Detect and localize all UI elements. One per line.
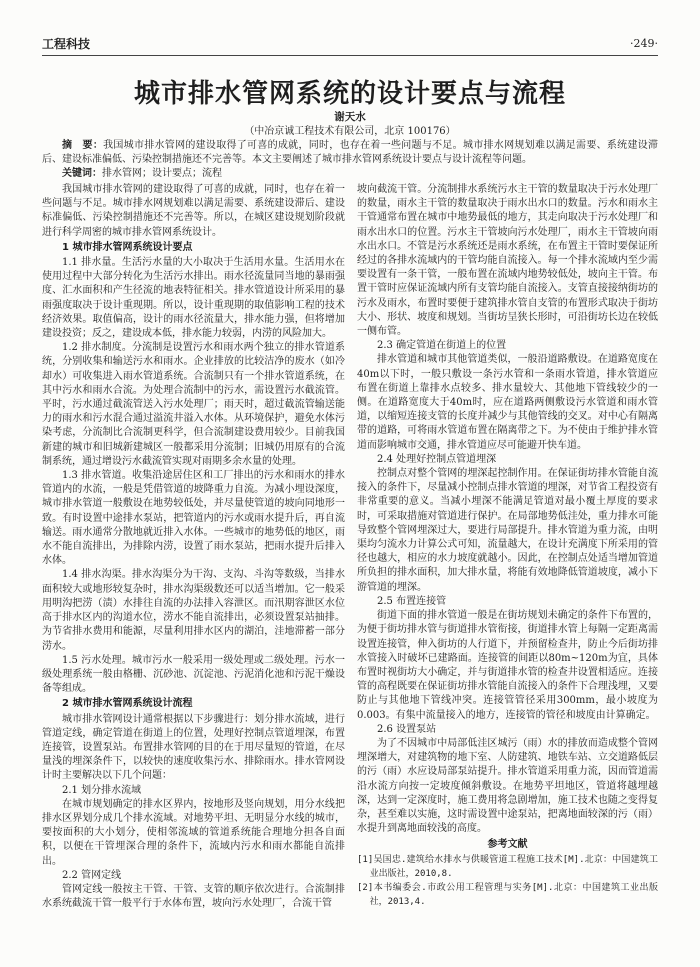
intro-paragraph: 我国城市排水管网的建设取得了可喜的成就，同时，也存在着一些问题与不足。城市排水网规划难以满足需要、系统建设滞后、建设标准偏低、污染控制措施还不完善等。所以，在城区建设规划阶段就进行科学周密的城市排水管网系统设计。 [42,184,345,238]
abstract-text: 我国城市排水管网的建设取得了可喜的成就，同时，也存在着一些问题与不足。城市排水网规划难以满足需要、系统建设滞后、建设标准偏低、污染控制措施还不完善等。本文主要阐述了城市排水管网系统设计要点与设计流程等问题。 [42,140,659,165]
reference-item: [1]吴国忠.建筑给水排水与供暖管道工程施工技术[M].北京：中国建筑工业出版社，2010,8. [357,854,658,879]
author-affiliation: （中冶京诚工程技术有限公司，北京 100176） [244,126,456,137]
body-left-column [42,183,345,911]
subsection-heading: 2.1 划分排水流域 [62,784,142,796]
section-heading: 1 城市排水管网系统设计要点 [62,241,193,253]
header-rule [42,55,658,56]
keywords-label: 关键词： [62,168,102,179]
body-right-column [357,183,658,909]
paragraph: 街道下面的排水管道一般是在街坊规划未确定的条件下布置的，为便于街坊排水管与街道排水管衔接，街道排水管上每隔一定距离需设置连接管，伸入街坊的人行道下，并预留检查井，防止今后街坊排水管接入时破坏已建路面。连接管的间距以80m~120m为宜，具体布置时视街坊大小确定，并与街道排水管的检查井设置相适应。连接管的高程既要在保证街坊排水管能自流接入的条件下合理浅埋，又要防止与其他地下管线冲突。连接管管径采用300mm，最小坡度为0.003。有集中流量接入的地方，连接管的管径和坡度由计算确定。 [357,610,658,721]
references-heading: 参考文献 [487,839,528,851]
reference-item: [2]本书编委会.市政公用工程管理与实务[M].北京：中国建筑工业出版社，2013,4. [357,882,658,907]
section-intro-paragraph: 城市排水管网设计通常根据以下步骤进行：划分排水流域，进行管道定线，确定管道在街道上的位置，处理好控制点管道埋深，布置连接管，设置泵站。布置排水管网的目的在于用尽量短的管道，在尽量浅的埋深条件下，以较快的速度收集污水、排除雨水。排水管网设计时主要解决以下几个问题： [42,713,345,782]
keywords [42,167,658,181]
paragraph: 在城市规划确定的排水区界内，按地形及竖向规划，用分水线把排水区界划分成几个排水流域。对地势平坦、无明显分水线的城市，要按面积的大小划分，使相邻流域的管道系统能合理地分担各自面积，以便在干管埋深合理的条件下，流域内污水和雨水都能自流排出。 [42,798,345,867]
paragraph: 管网定线一般按主干管、干管、支管的顺序依次进行。合流制排水系统截流干管一般平行于水体布置，坡向污水处理厂，合流干管 [42,883,345,910]
subsection-heading: 2.5 布置连接管 [377,595,447,607]
paragraph [42,654,345,697]
paragraph [42,469,345,568]
author-name: 谢天水 [334,111,366,123]
paragraph-label: 1.5 污水处理。 [62,654,132,666]
paragraph: 排水管道和城市其他管道类似，一般沿道路敷设。在道路宽度在40m以下时，一般只敷设一条污水管和一条雨水管道，排水管道应布置在街道上靠排水点较多、排水量较大、其他地下管线较少的一侧。在道路宽度大于40m时，应在道路两侧敷设污水管道和雨水管道，以缩短连接支管的长度并减少与其他管线的交叉。对中心有隔离带的道路，可将雨水管道布置在隔离带之下。为不使由于维护排水管道而影响城市交通，排水管道应尽可能避开快车道。 [357,354,658,451]
keywords-text: 排水管网；设计要点；流程 [102,168,222,179]
paragraph-label: 1.2 排水制度。 [62,342,132,354]
section-heading: 2 城市排水管网系统设计流程 [62,698,193,710]
paragraph [42,341,345,469]
subsection-heading: 2.3 确定管道在街道上的位置 [377,340,507,352]
abstract [42,139,658,167]
subsection-heading: 2.2 管网定线 [62,869,122,881]
abstract-label: 摘 要： [62,140,104,151]
paragraph [42,568,345,653]
paragraph: 控制点对整个管网的埋深起控制作用。在保证街坊排水管能自流接入的条件下，尽量减小控制点排水管道的埋深，对节省工程投资有非常重要的意义。当减小埋深不能满足管道对最小覆土厚度的要求时，可采取措施对管道进行保护。在局部地势低洼处，重力排水可能导致整个管网埋深过大，要进行局部提升。排水管道为重力流，由明渠均匀流水力计算公式可知，流量越大，在设计充满度下所采用的管径也越大，相应的水力坡度就越小。因此，在控制点处适当增加管道所负担的排水面积，加大排水量，将能有效地降低管道坡度，减小下游管道的埋深。 [357,468,658,593]
paragraph-label: 1.3 排水管道。 [62,470,132,482]
paragraph: 为了不因城市中局部低洼区城污（雨）水的排放而造成整个管网埋深增大，对建筑物的地下室、人防建筑、地铁车站、立交道路低层的污（雨）水应设局部泵站提升。排水管道采用重力流，因而管道需沿水流方向按一定坡度倾斜敷设。在地势平坦地区，管道将越埋越深，达到一定深度时，施工费用将急剧增加，施工技术也随之变得复杂，甚至难以实施，这时需设置中途泵站，把离地面较深的污（雨）水提升到离地面较浅的高度。 [357,737,658,835]
subsection-heading: 2.4 处理好控制点管道埋深 [377,453,497,465]
paragraph-text: 城市污水一般采用一级处理或二级处理。污水一级处理系统一般由格栅、沉砂池、沉淀池、污泥消化池和污泥干燥设备等组成。 [42,654,345,695]
paragraph-label: 1.1 排水量。 [62,257,122,269]
paragraph-label: 1.4 排水沟渠。 [62,569,132,581]
page-number: ·249· [630,37,658,50]
paragraph-text: 分流制是设置污水和雨水两个独立的排水管道系统，分别收集和输送污水和雨水。企业排放的比较洁净的废水（如冷却水）可收集进入雨水管道系统。合流制只有一个排水管道系统，在其中污水和雨水合流。为处理合流制中的污水，需设置污水截流管。平时，污水通过截流管送入污水处理厂；雨天时，超过截流管输送能力的雨水和污水混合通过溢流井溢入水体。从环境保护，避免水体污染考虑，分流制比合流制更科学，但合流制建设费用较少。目前我国新建的城市和旧城新建城区一般都采用分流制；旧城仍用原有的合流制系统，通过增设污水截流管实现对雨期多余水量的处理。 [42,342,345,467]
paragraph-text: 排水沟渠分为干沟、支沟、斗沟等数级，当排水面积较大或地形较复杂时，排水沟渠级数还可以适当增加。它一般采用明沟把涝（渍）水排往自流的办法排入容泄区。而汛期容泄区水位高于排水区内的沟道水位，涝水不能自流排出，必须设置泵站抽排。为节省排水费用和能源，尽量利用排水区内的湖泊，洼地滞蓄一部分涝水。 [42,569,345,652]
paragraph-text: 生活污水量的大小取决于生活用水量。生活用水在使用过程中大部分转化为生活污水排出。雨水径流量同当地的暴雨强度、汇水面积和产生径流的地表特征相关。排水管道设计所采用的暴雨强度取决于设计重现期。所以，设计重现期的取值影响工程的技术经济效果。取值偏高，设计的雨水径流量大，排水能力强，但将增加建设投资；反之，建设成本低，排水能力较弱，内涝的风险加大。 [42,257,345,340]
paragraph-text: 收集沿途居住区和工厂排出的污水和雨水的排水管道内的水流，一般是凭借管道的坡降重力自流。为减小埋设深度，城市排水管道一般敷设在地势较低处，并尽量使管道的坡向同地形一致。有时设置中途排水泵站，把管道内的污水或雨水提升后，再自流输送。雨水通常分散地就近排入水体。一些城市的地势低的地区，雨水不能自流排出，为排除内涝，设置了雨水泵站，把雨水提升后排入水体。 [42,470,345,567]
journal-section-label: 工程科技 [42,37,91,51]
paragraph [42,256,345,341]
subsection-heading: 2.6 设置泵站 [377,723,437,735]
paragraph-continued: 坡向截流干管。分流制排水系统污水主干管的数量取决于污水处理厂的数量，雨水主干管的数量取决于雨水出水口的数量。污水和雨水主干管通常布置在城市中地势最低的地方，其走向取决于污水处理厂和雨水出水口的位置。污水主干管坡向污水处理厂，雨水主干管坡向雨水出水口。不管是污水系统还是雨水系统，在布置主干管时要保证所经过的各排水流域内的干管均能自流接入。每一个排水流域内至少需要设置有一条干管，一般布置在流域内地势较低处，坡向主干管。布置干管时应保证流域内所有支管均能自流接入。支管直接接纳街坊的污水及雨水，布置时要便于建筑排水管自支管的布置形式取决于街坊大小、形状、坡度和规划。当街坊呈狭长形时，可沿街坊长边在较低一侧布管。 [357,184,658,338]
article-title: 城市排水管网系统的设计要点与流程 [133,79,566,109]
